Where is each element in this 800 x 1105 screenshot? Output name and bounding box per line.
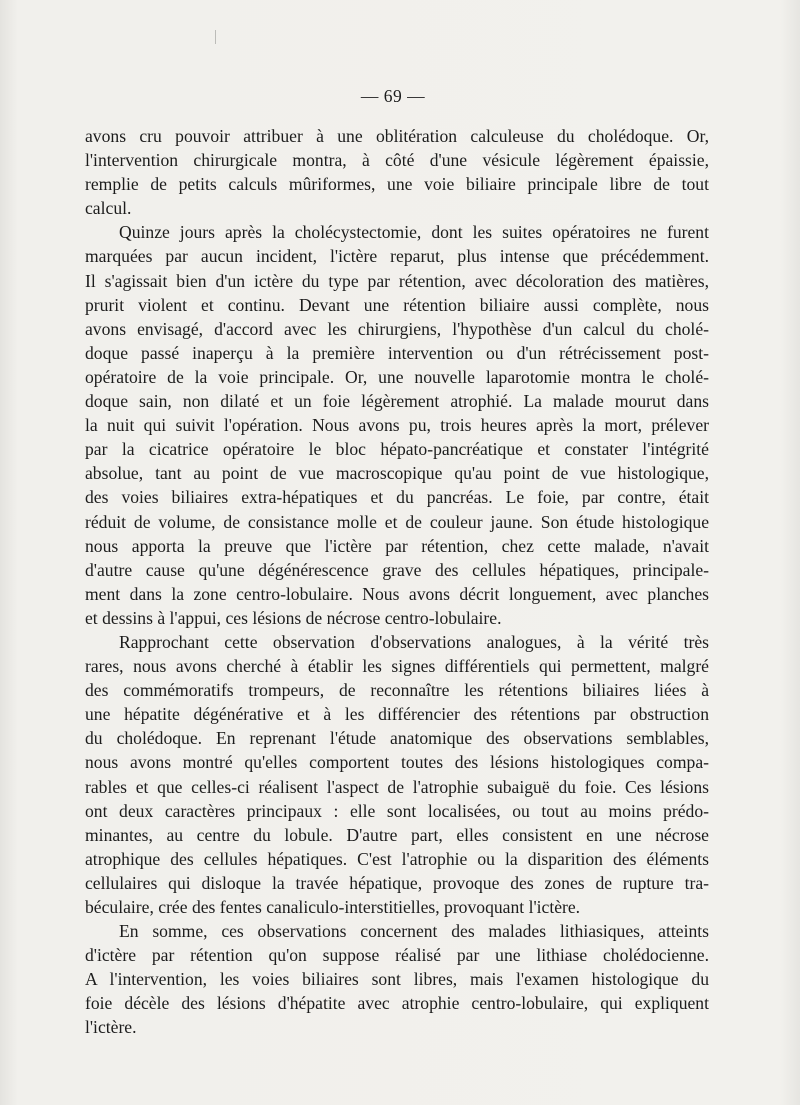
text-line: des voies biliaires extra-hépatiques et du pancréas. Le foie, par contre, était — [85, 487, 709, 508]
text-line: d'autre cause qu'une dégénérescence grave des cellules hépatiques, principale- — [85, 559, 709, 580]
text-line: une hépatite dégénérative et à les différencier des rétentions par obstruction — [85, 704, 709, 725]
text-line: du cholédoque. En reprenant l'étude anatomique des observations semblables, — [85, 728, 709, 749]
text-line: avons envisagé, d'accord avec les chirurgiens, l'hypothèse d'un calcul du cholé- — [85, 318, 709, 339]
page-number: — 69 — — [360, 86, 426, 106]
text-line: béculaire, crée des fentes canaliculo-interstitielles, provoquant l'ictère. — [85, 897, 581, 917]
text-line: Rapprochant cette observation d'observations analogues, à la vérité très — [119, 631, 709, 652]
text-line: minantes, au centre du lobule. D'autre part, elles consistent en une nécrose — [85, 824, 709, 845]
text-line: nous avons montré qu'elles comportent toutes des lésions histologiques compa- — [85, 752, 709, 773]
paragraph-4 — [85, 919, 709, 1039]
text-line: calcul. — [85, 198, 132, 219]
text-line: ment dans la zone centro-lobulaire. Nous avons décrit longuement, avec planches — [85, 583, 709, 604]
text-line: et dessins à l'appui, ces lésions de nécrose centro-lobulaire. — [85, 607, 502, 628]
text-line: rares, nous avons cherché à établir les signes différentiels qui permettent, malgré — [85, 656, 709, 677]
text-line: nous apporta la preuve que l'ictère par rétention, chez cette malade, n'avait — [85, 535, 709, 556]
text-line: remplie de petits calculs mûriformes, une voie biliaire principale libre de tout — [85, 174, 709, 195]
body-text — [85, 124, 709, 1040]
text-line: avons cru pouvoir attribuer à une oblitération calculeuse du cholédoque. Or, — [85, 126, 709, 146]
text-line: d'ictère par rétention qu'on suppose réalisé par une lithiase cholédocienne. — [85, 945, 709, 966]
text-line: foie décèle des lésions d'hépatite avec atrophie centro-lobulaire, qui expliquent — [85, 993, 709, 1014]
paragraph-1 — [85, 124, 709, 220]
text-line: doque passé inaperçu à la première intervention ou d'un rétrécissement post- — [85, 342, 709, 363]
text-line: opératoire de la voie principale. Or, une nouvelle laparotomie montra le cholé- — [85, 366, 709, 387]
text-line: par la cicatrice opératoire le bloc hépato-pancréatique et constater l'intégrité — [85, 439, 709, 460]
text-line: rables et que celles-ci réalisent l'aspect de l'atrophie subaiguë du foie. Ces lésions — [85, 776, 709, 797]
text-line: doque sain, non dilaté et un foie légèrement atrophié. La malade mourut dans — [85, 391, 709, 412]
text-line: Quinze jours après la cholécystectomie, dont les suites opératoires ne furent — [119, 222, 709, 243]
scan-mark — [215, 30, 216, 44]
text-line: marquées par aucun incident, l'ictère reparut, plus intense que précédemment. — [85, 246, 709, 267]
text-line: cellulaires qui disloque la travée hépatique, provoque des zones de rupture tra- — [85, 872, 709, 893]
paragraph-3 — [85, 630, 709, 919]
paragraph-2 — [85, 220, 709, 630]
text-line: absolue, tant au point de vue macroscopique qu'au point de vue histologique, — [85, 463, 709, 484]
text-line: réduit de volume, de consistance molle et de couleur jaune. Son étude histologique — [85, 511, 709, 532]
text-line: atrophique des cellules hépatiques. C'est l'atrophie ou la disparition des éléments — [85, 848, 709, 869]
text-line: A l'intervention, les voies biliaires sont libres, mais l'examen histologique du — [85, 969, 709, 990]
text-line: Il s'agissait bien d'un ictère du type par rétention, avec décoloration des matières, — [85, 270, 709, 291]
text-line: des commémoratifs trompeurs, de reconnaître les rétentions biliaires liées à — [85, 680, 709, 701]
text-line: la nuit qui suivit l'opération. Nous avons pu, trois heures après la mort, prélever — [85, 415, 709, 436]
text-line: l'intervention chirurgicale montra, à côté d'une vésicule légèrement épaissie, — [85, 150, 709, 171]
text-line: En somme, ces observations concernent des malades lithiasiques, atteints — [119, 921, 709, 942]
text-line: prurit violent et continu. Devant une rétention biliaire aussi complète, nous — [85, 294, 709, 315]
text-line: l'ictère. — [85, 1017, 137, 1038]
text-line: ont deux caractères principaux : elle sont localisées, ou tout au moins prédo- — [85, 800, 709, 821]
